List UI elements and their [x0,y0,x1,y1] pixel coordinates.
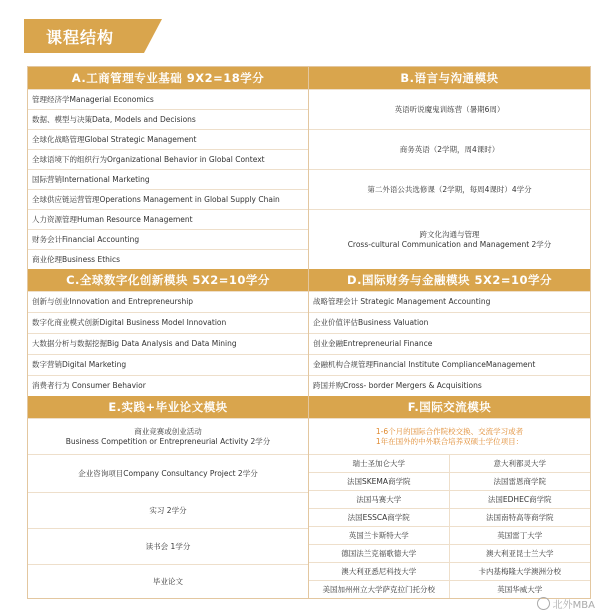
course-item: 数字营销Digital Marketing [28,354,308,375]
intro-line: 1-6个月的国际合作院校交换、交流学习或者 [375,426,524,436]
course-item: 人力资源管理Human Resource Management [28,209,308,229]
course-text: 读书会 1学分 [145,541,191,551]
course-item [28,492,308,528]
partner-school: 澳大利亚悉尼科技大学 [309,562,450,580]
section-f-header: F.国际交流模块 [309,396,590,418]
course-text: 跨文化沟通与管理 [419,229,480,239]
intro-line: 1年在国外的中外联合培养双硕士学位项目： [375,436,524,446]
wechat-icon [537,597,550,610]
partner-school: 德国法兰克福歌德大学 [309,544,450,562]
course-item: 消费者行为 Consumer Behavior [28,375,308,396]
school-row [309,508,590,526]
course-item: 大数据分析与数据挖掘Big Data Analysis and Data Mining [28,333,308,354]
partner-school: 法国南特高等商学院 [450,508,591,526]
school-row [309,454,590,472]
course-item [28,564,308,598]
course-item: 创业金融Entrepreneurial Finance [309,333,590,354]
course-text: 商业竞赛或创业活动 [134,426,202,436]
partner-school: 法国SKEMA商学院 [309,472,450,490]
partner-school: 意大利都灵大学 [450,454,591,472]
school-row [309,472,590,490]
course-item [309,89,590,129]
watermark-text: 北外MBA [552,600,595,611]
section-title-banner [24,19,174,53]
course-text: 毕业论文 [153,576,183,586]
course-item [309,169,590,209]
partner-school: 法国雷恩商学院 [450,472,591,490]
school-row [309,490,590,508]
course-item: 商业伦理Business Ethics [28,249,308,269]
section-c-header: C.全球数字化创新模块 5X2=10学分 [28,269,308,291]
course-item: 跨国并购Cross- border Mergers & Acquisitions [309,375,590,396]
course-item: 创新与创业Innovation and Entrepreneurship [28,291,308,312]
course-item: 管理经济学Managerial Economics [28,89,308,109]
section-d-header: D.国际财务与金融模块 5X2=10学分 [309,269,590,291]
course-item: 战略管理会计 Strategic Management Accounting [309,291,590,312]
course-item [309,129,590,169]
partner-school: 瑞士圣加仑大学 [309,454,450,472]
course-item: 财务会计Financial Accounting [28,229,308,249]
partner-school: 英国雷丁大学 [450,526,591,544]
course-item: 数字化商业模式创新Digital Business Model Innovation [28,312,308,333]
course-text: 实习 2学分 [149,505,187,515]
partner-school: 美国加州州立大学萨克拉门托分校 [309,580,450,598]
course-item [28,528,308,564]
section-b-header: B.语言与沟通模块 [309,67,590,89]
course-item [28,454,308,492]
partner-school: 卡内基梅隆大学澳洲分校 [450,562,591,580]
course-text: 商务英语（2学期，周4课时） [399,144,500,154]
section-a [28,67,309,269]
section-f [309,396,590,598]
course-item: 全球化战略管理Global Strategic Management [28,129,308,149]
course-item: 数据、模型与决策Data, Models and Decisions [28,109,308,129]
school-row [309,562,590,580]
school-row [309,544,590,562]
partner-school: 法国马赛大学 [309,490,450,508]
course-text: Business Competition or Entrepreneurial Activity 2学分 [65,436,271,446]
exchange-intro [309,418,590,454]
course-text: 第二外语公共选修课（2学期，每周4课时）4学分 [367,184,532,194]
section-c [28,269,309,396]
section-b [309,67,590,269]
course-item: 国际营销International Marketing [28,169,308,189]
title-bar-tail [144,19,162,53]
course-text: 企业咨询项目Company Consultancy Project 2学分 [78,468,258,478]
school-row [309,526,590,544]
row-ef [28,396,590,598]
partner-school: 法国ESSCA商学院 [309,508,450,526]
watermark [537,596,595,611]
course-item [309,209,590,269]
course-text: 英语听说魔鬼训练营（暑期6周） [394,104,505,114]
page-title: 课程结构 [46,28,115,47]
row-cd [28,269,590,396]
course-item [28,418,308,454]
section-a-header: A.工商管理专业基础 9X2=18学分 [28,67,308,89]
course-item: 全球供应链运营管理Operations Management in Global Supply Chain [28,189,308,209]
partner-school: 英国华威大学 [450,580,591,598]
course-text: Cross-cultural Communication and Management 2学分 [347,239,552,249]
course-item: 企业价值评估Business Valuation [309,312,590,333]
course-item: 全球语境下的组织行为Organizational Behavior in Global Context [28,149,308,169]
section-e [28,396,309,598]
section-e-header: E.实践+毕业论文模块 [28,396,308,418]
course-item: 金融机构合规管理Financial Institute ComplianceManagement [309,354,590,375]
partner-school: 英国兰卡斯特大学 [309,526,450,544]
curriculum-table [27,66,591,599]
section-d [309,269,590,396]
partner-school: 法国EDHEC商学院 [450,490,591,508]
row-ab [28,67,590,269]
partner-school: 澳大利亚昆士兰大学 [450,544,591,562]
